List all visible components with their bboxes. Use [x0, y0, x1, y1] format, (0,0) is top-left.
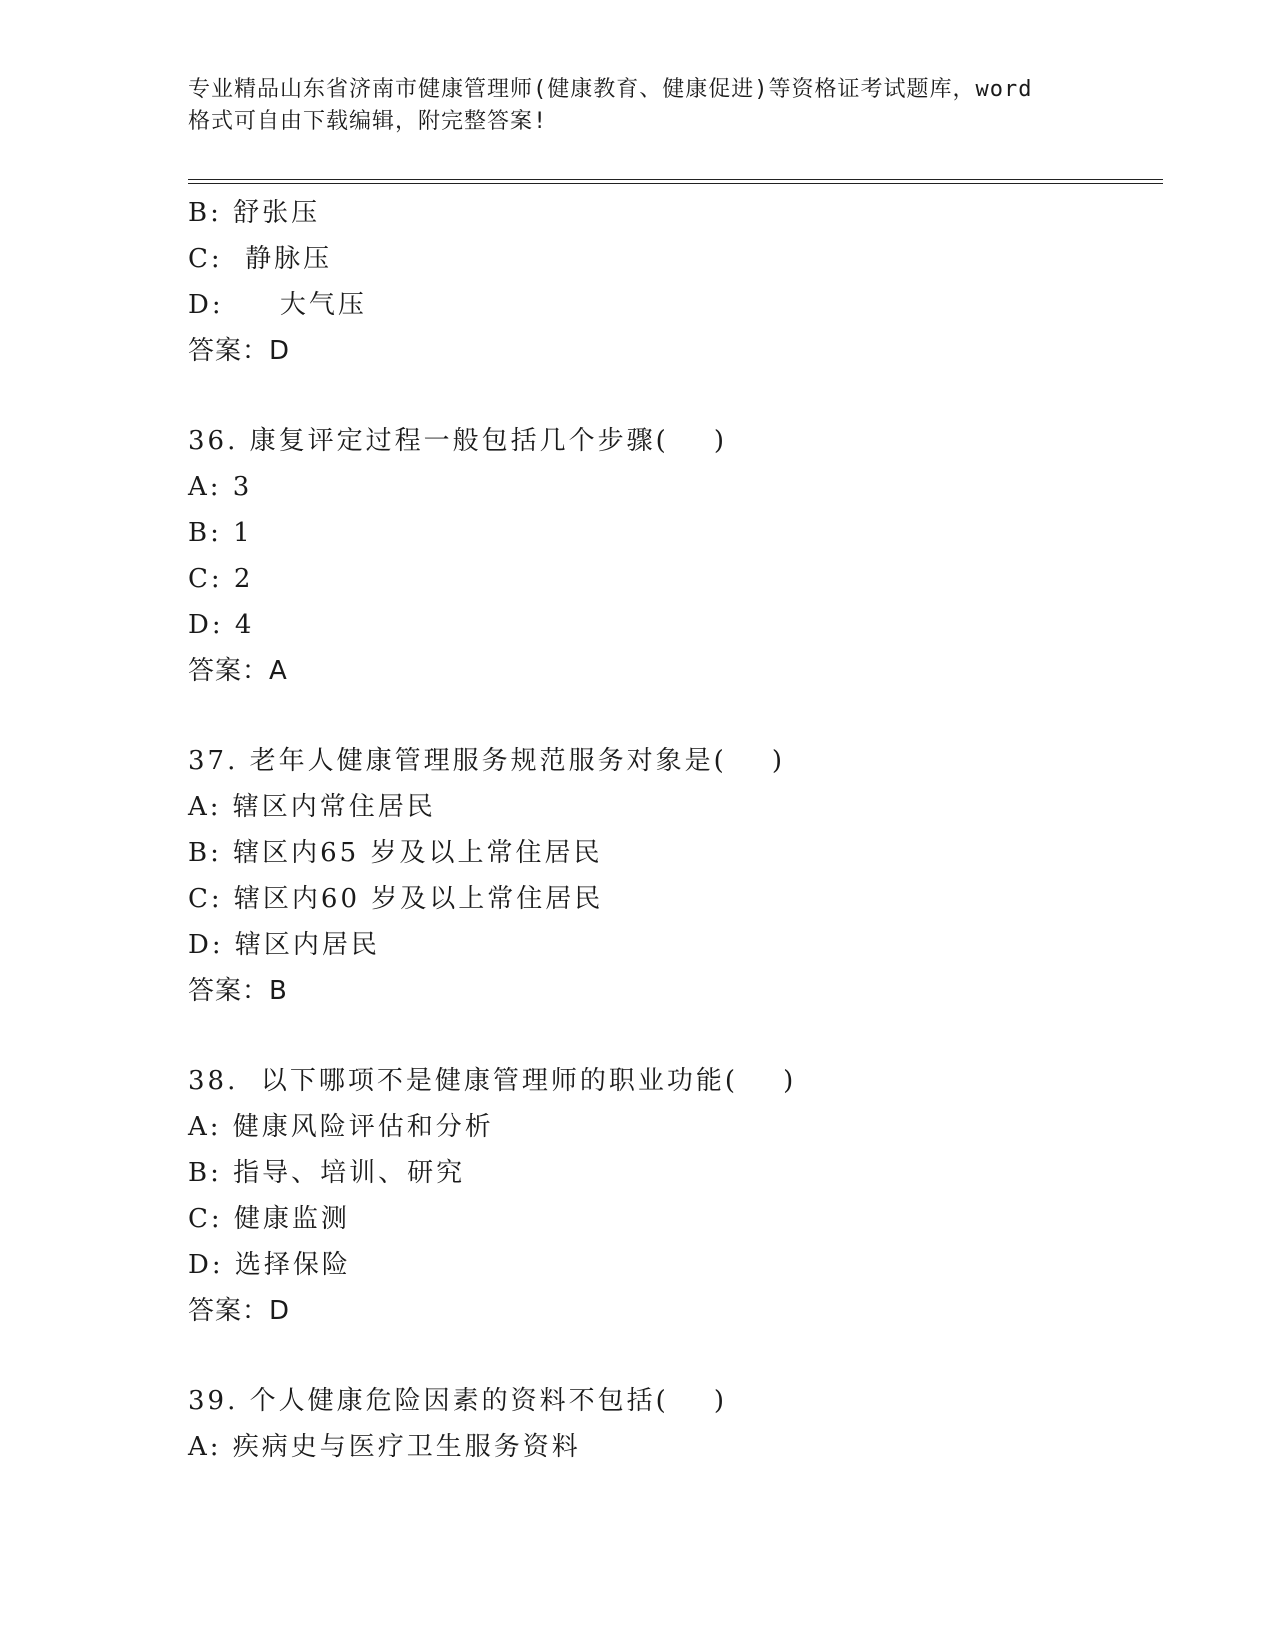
option-b: B: 舒张压 — [188, 198, 321, 228]
option-b: B: 指导、培训、研究 — [188, 1158, 466, 1188]
page-header — [188, 74, 1088, 138]
question-35-tail — [188, 190, 1168, 374]
answer-line: 答案：B — [188, 976, 288, 1006]
question-text: 37. 老年人健康管理服务规范服务对象是( ) — [188, 746, 785, 776]
question-text: 36. 康复评定过程一般包括几个步骤( ) — [188, 426, 727, 456]
header-title-line-1: 专业精品山东省济南市健康管理师(健康教育、健康促进)等资格证考试题库，word — [188, 77, 1033, 102]
option-d: D: 选择保险 — [188, 1250, 351, 1280]
option-c: C: 2 — [188, 564, 254, 594]
option-a: A: 健康风险评估和分析 — [188, 1112, 494, 1142]
option-c: C: 静脉压 — [188, 244, 333, 274]
option-b: B: 辖区内65 岁及以上常住居民 — [188, 838, 603, 868]
option-c: C: 辖区内60 岁及以上常住居民 — [188, 884, 604, 914]
option-a: A: 疾病史与医疗卫生服务资料 — [188, 1432, 581, 1462]
header-divider-top — [188, 179, 1163, 180]
answer-line: 答案：D — [188, 336, 291, 366]
answer-line: 答案：D — [188, 1296, 291, 1326]
option-d: D: 4 — [188, 610, 255, 640]
question-36 — [188, 418, 1168, 694]
answer-line: 答案：A — [188, 656, 288, 686]
option-d: D: 大气压 — [188, 290, 367, 320]
question-38 — [188, 1058, 1168, 1334]
question-37 — [188, 738, 1168, 1014]
option-a: A: 3 — [188, 472, 253, 502]
question-text: 39. 个人健康危险因素的资料不包括( ) — [188, 1386, 727, 1416]
header-title-line-2: 格式可自由下载编辑，附完整答案! — [188, 109, 548, 134]
option-c: C: 健康监测 — [188, 1204, 350, 1234]
exam-content — [188, 190, 1168, 1470]
question-text: 38. 以下哪项不是健康管理师的职业功能( ) — [188, 1066, 797, 1096]
question-39 — [188, 1378, 1168, 1470]
header-divider-bottom — [188, 183, 1163, 184]
option-a: A: 辖区内常住居民 — [188, 792, 436, 822]
option-d: D: 辖区内居民 — [188, 930, 380, 960]
option-b: B: 1 — [188, 518, 253, 548]
